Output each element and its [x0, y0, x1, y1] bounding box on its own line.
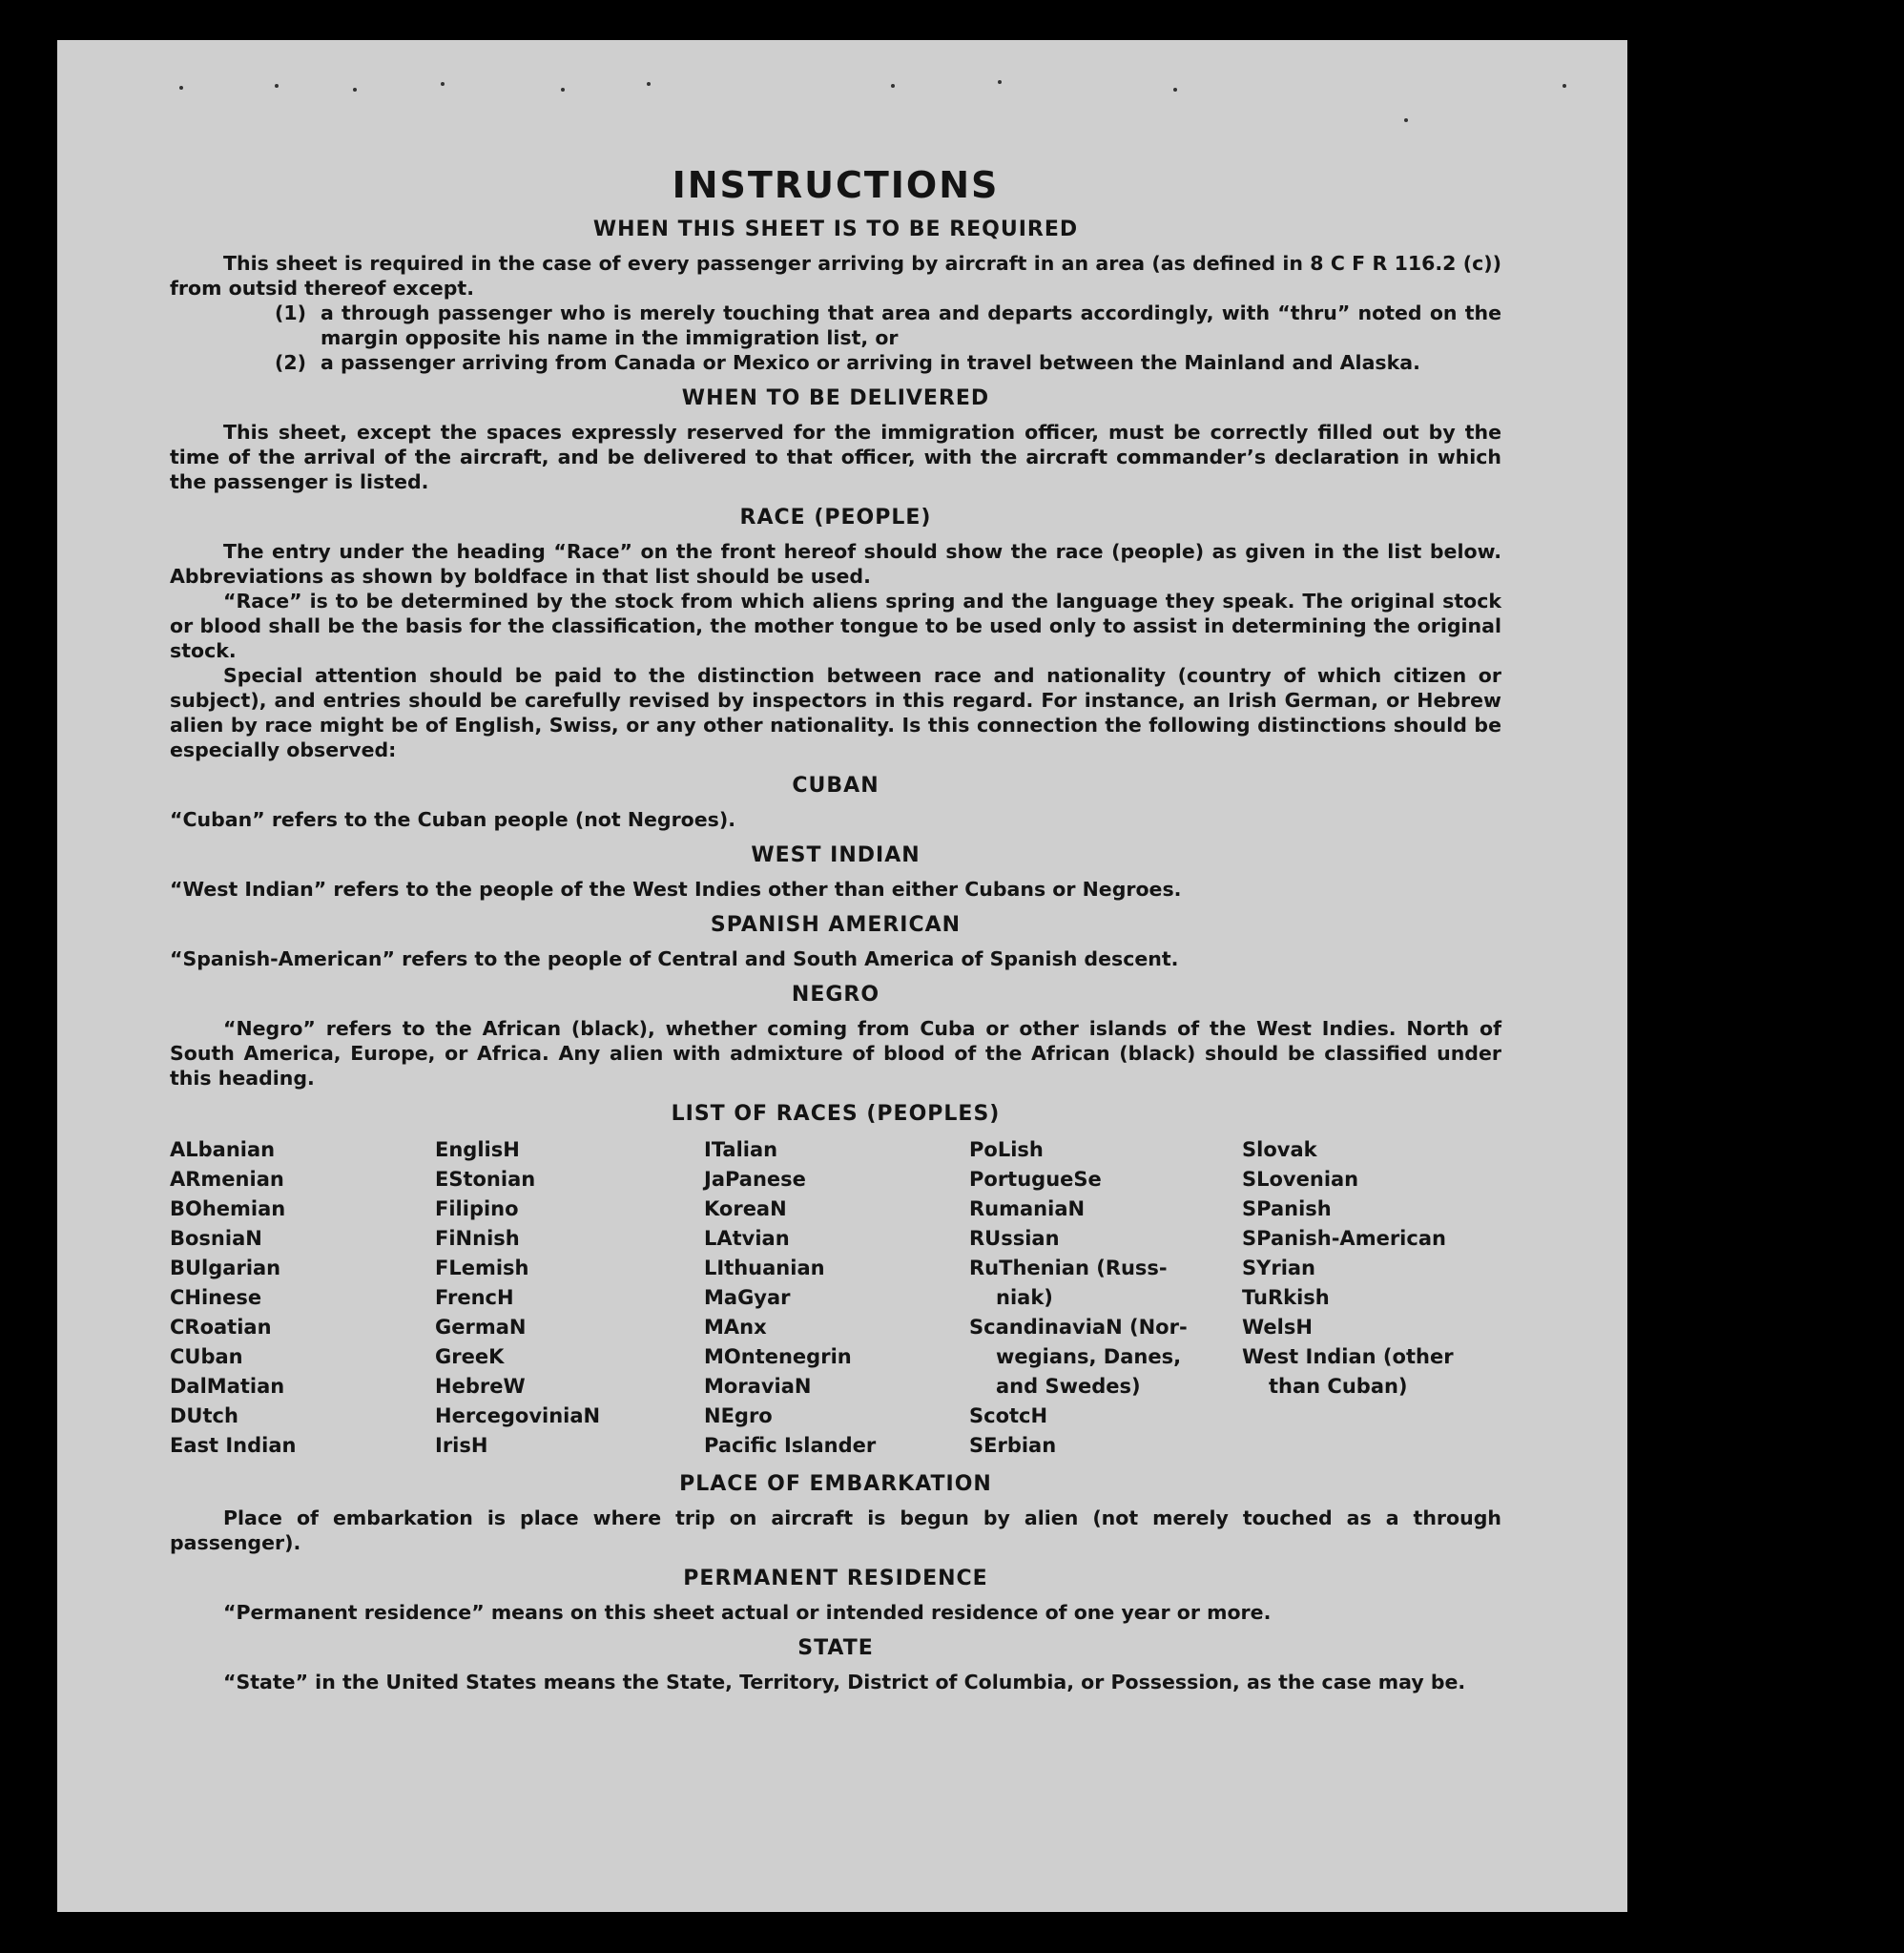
race-item: TuRkish: [1242, 1286, 1330, 1309]
speck-mark: [1563, 84, 1566, 88]
page-title: INSTRUCTIONS: [672, 164, 1000, 206]
race-item: KoreaN: [704, 1197, 787, 1220]
race-column-4: [969, 1135, 1242, 1461]
race-item: Slovak: [1242, 1138, 1317, 1161]
required-intro: This sheet is required in the case of every passenger arriving by aircraft in an area (as defined in 8 C F R 116.2 (c)) from outsid thereof except.: [170, 252, 1501, 300]
race-item: SLovenian: [1242, 1168, 1359, 1191]
race-item: ALbanian: [170, 1138, 276, 1161]
race-item-continued: than Cuban): [1269, 1375, 1408, 1398]
race-item: HercegoviniaN: [435, 1404, 601, 1427]
race-item: SPanish: [1242, 1197, 1332, 1220]
race-item: MAnx: [704, 1316, 767, 1339]
race-item: HebreW: [435, 1375, 526, 1398]
race-item: NEgro: [704, 1404, 773, 1427]
section-heading-spanish-american: SPANISH AMERICAN: [710, 913, 962, 937]
race-paragraph-2: “Race” is to be determined by the stock from which aliens spring and the language they speak. The original stock or blood shall be the basis for the classification, the mother tongue to be used only to assist in determining the original stock.: [170, 590, 1501, 662]
race-item: BOhemian: [170, 1197, 286, 1220]
section-heading-west-indian: WEST INDIAN: [751, 843, 921, 867]
instructions-content: [170, 120, 1501, 1694]
race-item: EStonian: [435, 1168, 536, 1191]
section-heading-required: WHEN THIS SHEET IS TO BE REQUIRED: [592, 218, 1079, 241]
race-item: SPanish-American: [1242, 1227, 1446, 1250]
race-item: ScotcH: [969, 1404, 1048, 1427]
race-item: PortugueSe: [969, 1168, 1102, 1191]
race-item: LAtvian: [704, 1227, 790, 1250]
race-item: MaGyar: [704, 1286, 791, 1309]
race-item: DalMatian: [170, 1375, 285, 1398]
race-paragraph-3: Special attention should be paid to the distinction between race and nationality (country of which citizen or subject), and entries should be carefully revised by inspectors in this regard. For instance, an Irish German, or Hebrew alien by race might be of English, Swiss, or any other nationality. Is this connection the following distinctions should be especially observed:: [170, 664, 1501, 761]
section-heading-cuban: CUBAN: [792, 774, 880, 798]
speck-mark: [998, 80, 1002, 84]
race-item: BUlgarian: [170, 1257, 281, 1279]
west-indian-text: “West Indian” refers to the people of the West Indies other than either Cubans or Negroes.: [170, 878, 1182, 901]
race-item: GreeK: [435, 1345, 505, 1368]
race-item: RuThenian (Russ-: [969, 1257, 1168, 1279]
race-item: SYrian: [1242, 1257, 1316, 1279]
negro-text: “Negro” refers to the African (black), whether coming from Cuba or other islands of the West Indies. North of South America, Europe, or Africa. Any alien with admixture of blood of the African (black) should be classified under this heading.: [170, 1017, 1501, 1090]
race-item: FLemish: [435, 1257, 529, 1279]
race-item: LIthuanian: [704, 1257, 825, 1279]
race-item: RumaniaN: [969, 1197, 1086, 1220]
race-column-1: [170, 1135, 435, 1461]
race-item: FiNnish: [435, 1227, 520, 1250]
race-item: DUtch: [170, 1404, 238, 1427]
race-item: GermaN: [435, 1316, 527, 1339]
section-heading-embarkation: PLACE OF EMBARKATION: [679, 1472, 992, 1496]
race-item: East Indian: [170, 1434, 297, 1457]
residence-text: “Permanent residence” means on this sheet actual or intended residence of one year or more.: [223, 1601, 1272, 1624]
section-heading-race: RACE (PEOPLE): [739, 506, 932, 530]
speck-mark: [179, 86, 183, 90]
exception-number: (1): [275, 301, 307, 324]
speck-mark: [561, 88, 565, 92]
exception-number: (2): [275, 351, 307, 374]
race-item: EnglisH: [435, 1138, 520, 1161]
embarkation-text: Place of embarkation is place where trip on aircraft is begun by alien (not merely touched as a through passenger).: [170, 1506, 1501, 1554]
section-heading-negro: NEGRO: [791, 983, 880, 1007]
speck-mark: [891, 84, 895, 88]
section-heading-race-list: LIST OF RACES (PEOPLES): [671, 1102, 1001, 1126]
race-column-3: [704, 1135, 969, 1461]
section-heading-delivered: WHEN TO BE DELIVERED: [681, 386, 990, 410]
speck-mark: [353, 88, 357, 92]
race-item: WelsH: [1242, 1316, 1313, 1339]
state-text: “State” in the United States means the State, Territory, District of Columbia, or Possession, as the case may be.: [223, 1671, 1466, 1693]
exception-text: a passenger arriving from Canada or Mexico or arriving in travel between the Mainland and Alaska.: [321, 351, 1420, 374]
section-heading-residence: PERMANENT RESIDENCE: [683, 1567, 988, 1590]
race-item: FrencH: [435, 1286, 514, 1309]
exception-text: a through passenger who is merely touching that area and departs accordingly, with “thru” noted on the margin opposite his name in the immigration list, or: [321, 301, 1501, 349]
race-item-continued: and Swedes): [996, 1375, 1141, 1398]
speck-mark: [441, 82, 445, 86]
race-column-5: [1242, 1135, 1501, 1461]
race-item-continued: wegians, Danes,: [996, 1345, 1182, 1368]
speck-mark: [1173, 88, 1177, 92]
race-item: CHinese: [170, 1286, 262, 1309]
race-item: Filipino: [435, 1197, 519, 1220]
race-column-2: [435, 1135, 704, 1461]
race-item: ARmenian: [170, 1168, 284, 1191]
race-item: BosniaN: [170, 1227, 262, 1250]
delivered-text: This sheet, except the spaces expressly reserved for the immigration officer, must be correctly filled out by the time of the arrival of the aircraft, and be delivered to that officer, with the aircraft commander’s declaration in which the passenger is listed.: [170, 421, 1501, 493]
race-item: ScandinaviaN (Nor-: [969, 1316, 1188, 1339]
race-item: CRoatian: [170, 1316, 272, 1339]
speck-mark: [647, 82, 651, 86]
document-page: [57, 40, 1627, 1912]
race-item-continued: niak): [996, 1286, 1053, 1309]
race-item: CUban: [170, 1345, 243, 1368]
race-item: MoraviaN: [704, 1375, 812, 1398]
section-heading-state: STATE: [797, 1636, 874, 1660]
spanish-american-text: “Spanish-American” refers to the people of Central and South America of Spanish descent.: [170, 947, 1179, 970]
exception-item-1: [170, 301, 1501, 350]
cuban-text: “Cuban” refers to the Cuban people (not Negroes).: [170, 808, 736, 831]
race-item: SErbian: [969, 1434, 1057, 1457]
race-item: ITalian: [704, 1138, 778, 1161]
race-item: IrisH: [435, 1434, 488, 1457]
exception-item-2: [170, 350, 1501, 375]
race-item: PoLish: [969, 1138, 1044, 1161]
speck-mark: [275, 84, 279, 88]
race-item: JaPanese: [704, 1168, 806, 1191]
race-item: RUssian: [969, 1227, 1060, 1250]
race-item: MOntenegrin: [704, 1345, 852, 1368]
race-paragraph-1: The entry under the heading “Race” on the front hereof should show the race (people) as given in the list below. Abbreviations as shown by boldface in that list should be used.: [170, 540, 1501, 588]
race-item: Pacific Islander: [704, 1434, 877, 1457]
race-list: [170, 1135, 1501, 1461]
race-item: West Indian (other: [1242, 1345, 1454, 1368]
